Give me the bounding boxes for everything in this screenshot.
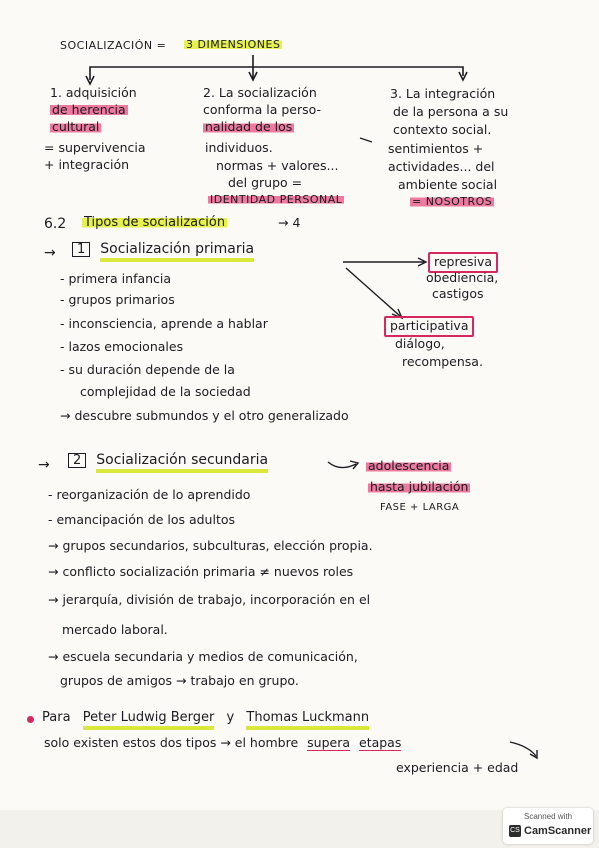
- dim2-line3: nalidad de los: [205, 119, 293, 134]
- secundaria-arrow: →: [38, 457, 50, 473]
- section-62-number: 6.2: [44, 216, 67, 232]
- footer-para: Para: [42, 710, 71, 725]
- dim2-line4: individuos.: [205, 140, 273, 155]
- dim1-line2: [50, 104, 128, 117]
- secundaria-item-1: - reorganización de lo aprendido: [48, 487, 251, 502]
- dim3-line5: actividades... del: [388, 159, 495, 174]
- primaria-heading: [72, 242, 254, 257]
- secundaria-item-8: grupos de amigos → trabajo en grupo.: [60, 673, 299, 688]
- secundaria-side-2: hasta jubilación: [370, 479, 469, 494]
- primaria-item-6: complejidad de la sociedad: [80, 384, 251, 399]
- secundaria-heading: [68, 453, 268, 468]
- secundaria-box-number: 2: [68, 453, 86, 468]
- dim1-line1: 1. adquisición: [50, 85, 137, 100]
- dim3-line7-text: = NOSOTROS: [412, 195, 493, 208]
- footer-line1: [42, 711, 369, 724]
- dim2-line2: conforma la perso-: [203, 102, 321, 117]
- dim2-line7: IDENTIDAD PERSONAL: [210, 193, 343, 206]
- dim2-line6: del grupo =: [228, 175, 303, 190]
- primaria-item-4: - lazos emocionales: [60, 339, 184, 354]
- scanner-name: CamScanner: [524, 825, 592, 837]
- participativa-label: participativa: [384, 316, 474, 337]
- secundaria-side-1: adolescencia: [368, 458, 450, 473]
- footer-etapas: etapas: [359, 735, 402, 750]
- primaria-title: Socialización primaria: [100, 241, 254, 262]
- primaria-box-number: 1: [72, 242, 90, 257]
- primaria-item-1: [60, 273, 171, 286]
- dim3-line4: sentimientos +: [388, 141, 484, 156]
- dim3-line6: ambiente social: [398, 177, 498, 192]
- dim1-line4: = supervivencia: [44, 140, 146, 155]
- primaria-item-7: → descubre submundos y el otro generalizado: [60, 408, 349, 423]
- dim2-line5: normas + valores...: [216, 158, 339, 173]
- represiva-label: represiva: [428, 252, 498, 273]
- primaria-item-3: - inconsciencia, aprende a hablar: [60, 316, 268, 331]
- camscanner-logo-icon: CS: [509, 825, 521, 837]
- footer-line2-text: solo existen estos dos tipos → el hombre: [44, 735, 299, 750]
- secundaria-item-6: mercado laboral.: [62, 622, 168, 637]
- footer-y: y: [226, 710, 235, 725]
- footer-name2: Thomas Luckmann: [246, 710, 369, 730]
- secundaria-item-3: → grupos secundarios, subculturas, elección propia.: [48, 538, 373, 553]
- participativa-line3: recompensa.: [402, 354, 483, 369]
- secundaria-title: Socialización secundaria: [96, 452, 268, 473]
- scanner-top-text: Scanned with: [523, 812, 573, 821]
- red-bullet: [27, 716, 34, 723]
- secundaria-side-3: FASE + LARGA: [380, 502, 460, 513]
- primaria-arrow: →: [44, 245, 56, 261]
- title-left: SOCIALIZACIÓN =: [60, 39, 167, 52]
- secundaria-item-4: → conflicto socialización primaria ≠ nuevos roles: [48, 564, 354, 579]
- dim1-line2-text: de herencia: [52, 102, 126, 117]
- primaria-item-5: - su duración depende de la: [60, 362, 235, 377]
- section-62-suffix: → 4: [278, 215, 301, 230]
- dim3-line3: contexto social.: [393, 122, 492, 137]
- dim3-line1-text: 3. La integración: [390, 86, 496, 101]
- dim1-line3: cultural: [52, 119, 100, 134]
- secundaria-item-7: → escuela secundaria y medios de comunicación,: [48, 649, 358, 664]
- dim2-line1: 2. La socialización: [203, 85, 317, 100]
- footer-line3: experiencia + edad: [396, 760, 519, 775]
- section-62-title: Tipos de socialización: [84, 215, 226, 230]
- footer-name1: Peter Ludwig Berger: [83, 710, 215, 730]
- represiva-line2: obediencia,: [426, 270, 499, 285]
- dim1-line5: + integración: [44, 157, 130, 172]
- primaria-item-1-text: - primera infancia: [60, 271, 172, 286]
- footer-line2: [44, 737, 401, 750]
- primaria-item-2: - grupos primarios: [60, 292, 175, 307]
- dim3-line7: [410, 196, 494, 207]
- secundaria-item-5: → jerarquía, división de trabajo, incorporación en el: [48, 592, 371, 607]
- footer-supera: supera: [307, 735, 351, 750]
- dim3-line1: [390, 88, 495, 101]
- represiva-line3: castigos: [432, 286, 484, 301]
- dim3-line2: de la persona a su: [393, 104, 509, 119]
- title-highlight: 3 DIMENSIONES: [186, 38, 281, 51]
- participativa-line2: diálogo,: [395, 336, 445, 351]
- secundaria-item-2: - emancipación de los adultos: [48, 512, 236, 527]
- camscanner-badge: [503, 808, 593, 844]
